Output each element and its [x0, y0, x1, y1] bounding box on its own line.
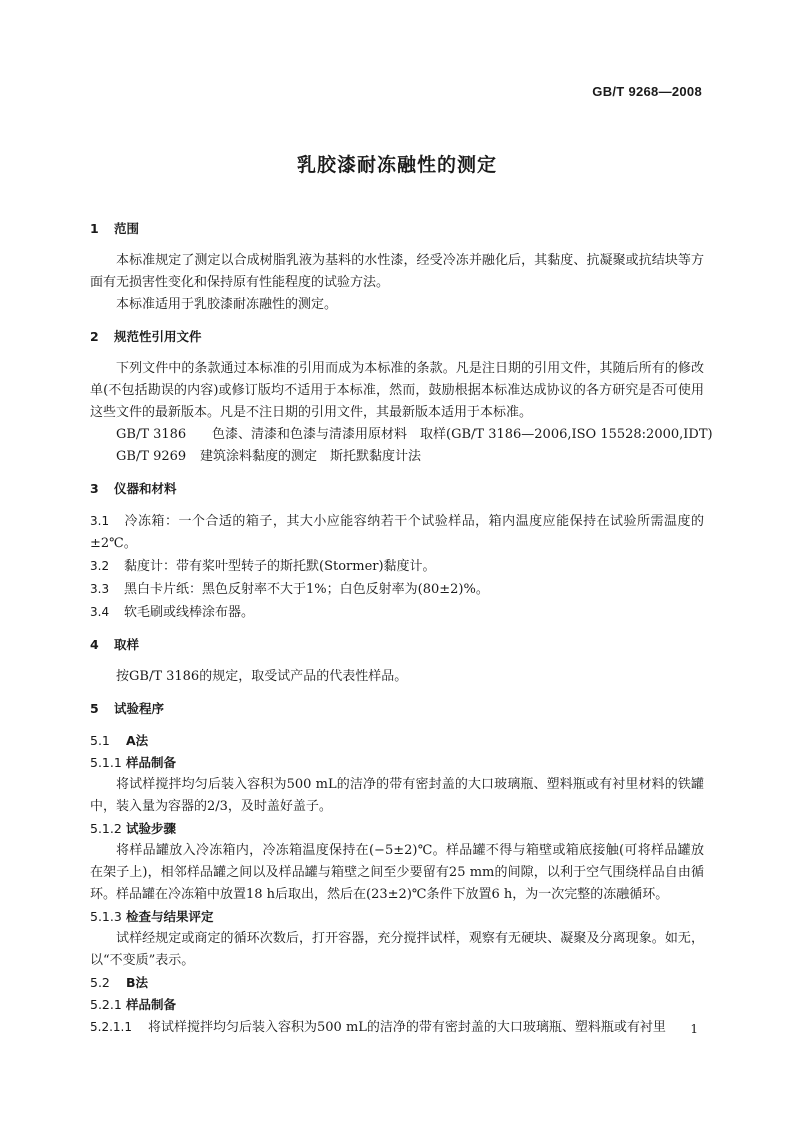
- subsection-heading: [90, 972, 704, 994]
- section-heading-references: [90, 326, 704, 348]
- clause-text: 软毛刷或线棒涂布器。: [124, 605, 255, 620]
- reference-code: GB/T 9269: [116, 449, 187, 464]
- clause-text: 冷冻箱：一个合适的箱子，其大小应能容纳若干个试验样品，箱内温度应能保持在试验所需温度的±2℃。: [90, 514, 704, 551]
- subsection-heading: [90, 752, 704, 774]
- reference-code: GB/T 3186: [116, 427, 187, 442]
- clause-number: 3.3: [90, 582, 110, 596]
- section-heading-scope: [90, 218, 704, 240]
- clause-item: [90, 510, 704, 555]
- section-heading-procedure: [90, 698, 704, 720]
- clause-item: [90, 601, 704, 624]
- standard-code: GB/T 9268—2008: [592, 84, 702, 99]
- clause-number: 5.2.1.1: [90, 1020, 132, 1034]
- subsection-heading: [90, 994, 704, 1016]
- clause-item: [90, 578, 704, 601]
- subsection-number: 5.2.1: [90, 997, 122, 1012]
- subsection-heading: [90, 906, 704, 928]
- subsection-title: B法: [126, 975, 149, 990]
- section-heading-apparatus: [90, 478, 704, 500]
- section-number: 1: [90, 221, 99, 236]
- clause-number: 3.2: [90, 559, 110, 573]
- subsection-title: 样品制备: [126, 755, 177, 770]
- subsection-heading: [90, 730, 704, 752]
- paragraph: 将样品罐放入冷冻箱内，冷冻箱温度保持在(−5±2)℃。样品罐不得与箱壁或箱底接触(可将样品罐放在架子上)，相邻样品罐之间以及样品罐与箱壁之间至少要留有25 mm的间隙，以利于空气围绕样品自由循环。样品罐在冷冻箱中放置18 h后取出，然后在(23±2)℃条件下放置6 h，为一次完整的冻融循环。: [90, 843, 704, 902]
- subsection-title: 试验步骤: [126, 821, 177, 836]
- section-title: 范围: [114, 221, 140, 236]
- section-number: 2: [90, 329, 99, 344]
- subsection-title: 样品制备: [126, 997, 177, 1012]
- section-title: 仪器和材料: [114, 481, 177, 496]
- subsection-heading: [90, 818, 704, 840]
- paragraph: 本标准适用于乳胶漆耐冻融性的测定。: [116, 297, 338, 312]
- section-title: 取样: [114, 637, 140, 652]
- subsection-number: 5.1.1: [90, 755, 122, 770]
- subsection-number: 5.1.2: [90, 821, 122, 836]
- paragraph: 按GB/T 3186的规定，取受试产品的代表性样品。: [116, 669, 408, 684]
- paragraph: 试样经规定或商定的循环次数后，打开容器，充分搅拌试样，观察有无硬块、凝聚及分离现象。如无，以“不变质”表示。: [90, 931, 704, 968]
- subsection-title: A法: [126, 733, 149, 748]
- section-heading-sampling: [90, 634, 704, 656]
- section-number: 4: [90, 637, 99, 652]
- section-number: 5: [90, 701, 99, 716]
- paragraph: 本标准规定了测定以合成树脂乳液为基料的水性漆，经受冷冻并融化后，其黏度、抗凝聚或抗结块等方面有无损害性变化和保持原有性能程度的试验方法。: [90, 253, 704, 290]
- subsection-number: 5.1.3: [90, 909, 122, 924]
- clause-number: 3.1: [90, 514, 110, 528]
- reference-item: [90, 424, 713, 446]
- section-title: 试验程序: [114, 701, 165, 716]
- clause-text: 黏度计：带有桨叶型转子的斯托默(Stormer)黏度计。: [124, 559, 436, 574]
- paragraph: 下列文件中的条款通过本标准的引用而成为本标准的条款。凡是注日期的引用文件，其随后所有的修改单(不包括勘误的内容)或修订版均不适用于本标准，然而，鼓励根据本标准达成协议的各方研究是否可使用这些文件的最新版本。凡是不注日期的引用文件，其最新版本适用于本标准。: [90, 361, 704, 420]
- page-number: 1: [690, 1022, 698, 1036]
- clause-text: 将试样搅拌均匀后装入容积为500 mL的洁净的带有密封盖的大口玻璃瓶、塑料瓶或有衬里: [148, 1020, 666, 1035]
- paragraph: 将试样搅拌均匀后装入容积为500 mL的洁净的带有密封盖的大口玻璃瓶、塑料瓶或有衬里材料的铁罐中，装入量为容器的2/3，及时盖好盖子。: [90, 777, 704, 814]
- clause-item: [90, 555, 704, 578]
- reference-item: [90, 446, 704, 468]
- subsection-number: 5.1: [90, 733, 110, 748]
- section-title: 规范性引用文件: [114, 329, 202, 344]
- clause-text: 黑白卡片纸：黑色反射率不大于1%；白色反射率为(80±2)%。: [124, 582, 489, 597]
- document-body: [90, 218, 713, 1039]
- clause-item: [90, 1016, 704, 1039]
- subsection-number: 5.2: [90, 975, 110, 990]
- section-number: 3: [90, 481, 99, 496]
- reference-text: 色漆、清漆和色漆与清漆用原材料 取样(GB/T 3186—2006,ISO 15528:2000,IDT): [212, 427, 713, 442]
- page-title: 乳胶漆耐冻融性的测定: [296, 154, 497, 176]
- reference-text: 建筑涂料黏度的测定 斯托默黏度计法: [200, 449, 422, 464]
- clause-number: 3.4: [90, 605, 110, 619]
- subsection-title: 检查与结果评定: [126, 909, 214, 924]
